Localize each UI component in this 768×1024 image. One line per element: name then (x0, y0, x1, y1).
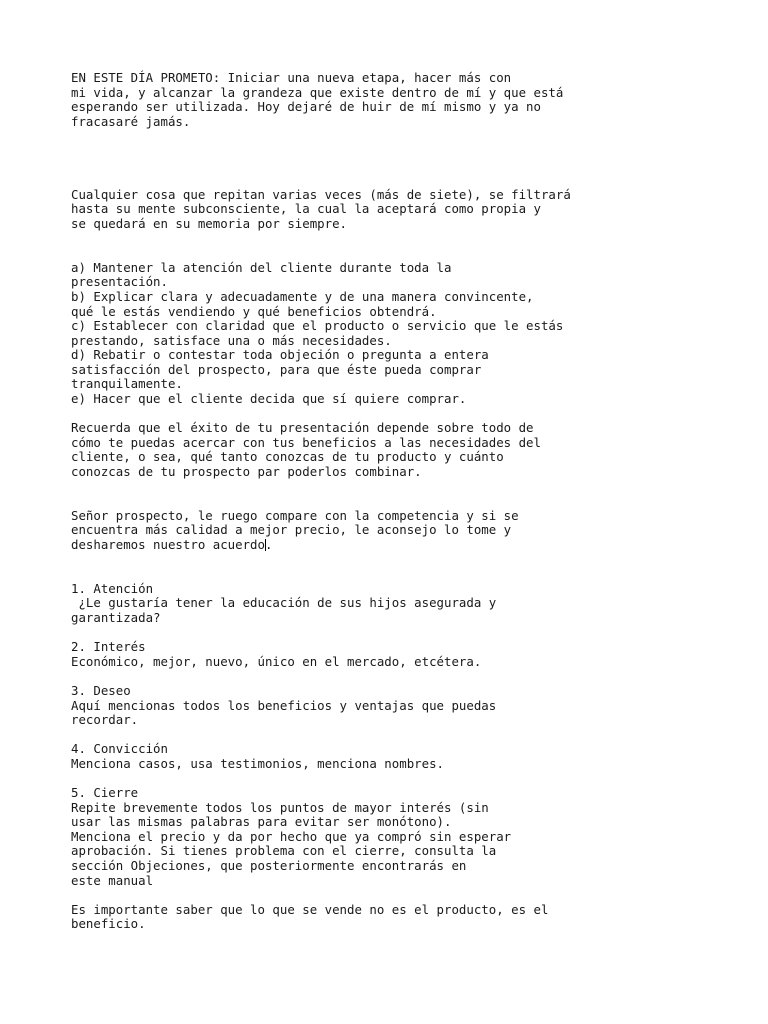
step-heading: 4. Convicción (71, 741, 168, 757)
text-line: sección Objeciones, que posteriormente encontrarás en (71, 858, 467, 874)
paragraph-repetition (71, 188, 711, 232)
list-item: c) Establecer con claridad que el producto o servicio que le estás (71, 318, 564, 334)
list-item: e) Hacer que el cliente decida que sí quiere comprar. (71, 391, 467, 407)
text-line: mi vida, y alcanzar la grandeza que existe dentro de mí y que está (71, 84, 564, 100)
text-line: aprobación. Si tienes problema con el cierre, consulta la (71, 843, 497, 859)
text-line: Señor prospecto, le ruego compare con la competencia y si se (71, 507, 519, 523)
text-line: recordar. (71, 712, 139, 728)
list-item: presentación. (71, 274, 168, 290)
text-line: conozcas de tu prospecto par poderlos combinar. (71, 464, 422, 480)
step-heading: 5. Cierre (71, 785, 139, 801)
step-heading: 2. Interés (71, 639, 146, 655)
text-line: cliente, o sea, qué tanto conozcas de tu producto y cuánto (71, 449, 504, 465)
list-item: b) Explicar clara y adecuadamente y de una manera convincente, (71, 288, 534, 304)
list-item: a) Mantener la atención del cliente durante toda la (71, 259, 452, 275)
text-line: fracasaré jamás. (71, 113, 191, 129)
text-line: encuentra más calidad a mejor precio, le aconsejo lo tome y (71, 522, 512, 538)
text-line: se quedará en su memoria por siempre. (71, 215, 348, 231)
text-span: desharemos nuestro acuerdo. (71, 537, 273, 552)
text-line: esperando ser utilizada. Hoy dejaré de huir de mí mismo y ya no (71, 99, 541, 115)
list-item: qué le estás vendiendo y qué beneficios obtendrá. (71, 303, 437, 319)
list-item: satisfacción del prospecto, para que éste pueda comprar (71, 361, 482, 377)
step-close (71, 786, 711, 888)
step-heading: 3. Deseo (71, 682, 131, 698)
paragraph-prospect (71, 509, 711, 553)
text-line: hasta su mente subconsciente, la cual la aceptará como propia y (71, 201, 541, 217)
step-interest (71, 640, 711, 669)
step-attention (71, 582, 711, 626)
text-line: ¿Le gustaría tener la educación de sus hijos asegurada y (71, 595, 497, 611)
list-item: d) Rebatir o contestar toda objeción o pregunta a entera (71, 347, 489, 363)
text-line: este manual (71, 872, 154, 888)
text-cursor-icon (265, 539, 266, 551)
step-conviction (71, 742, 711, 771)
list-item: tranquilamente. (71, 376, 183, 392)
step-desire (71, 684, 711, 728)
text-line: EN ESTE DÍA PROMETO: Iniciar una nueva etapa, hacer más con (71, 70, 512, 85)
paragraph-success (71, 421, 711, 479)
text-line: Económico, mejor, nuevo, único en el mercado, etcétera. (71, 653, 482, 669)
text-line: beneficio. (71, 916, 146, 932)
text-line: Aquí mencionas todos los beneficios y ventajas que puedas (71, 697, 497, 713)
text-line: Repite brevemente todos los puntos de mayor interés (sin (71, 799, 489, 815)
text-line: usar las mismas palabras para evitar ser monótono). (71, 814, 452, 830)
text-line: cómo te puedas acercar con tus beneficios a las necesidades del (71, 434, 541, 450)
text-line: Menciona el precio y da por hecho que ya compró sin esperar (71, 828, 512, 844)
text-line (71, 538, 711, 553)
text-line: Cualquier cosa que repitan varias veces (más de siete), se filtrará (71, 186, 571, 202)
text-line: Es importante saber que lo que se vende no es el producto, es el (71, 901, 549, 917)
list-item: prestando, satisface una o más necesidades. (71, 332, 392, 348)
paragraph-promise (71, 71, 711, 129)
text-line: Menciona casos, usa testimonios, menciona nombres. (71, 755, 444, 771)
text-line: Recuerda que el éxito de tu presentación depende sobre todo de (71, 420, 534, 436)
step-heading: 1. Atención (71, 580, 154, 596)
objectives-list (71, 261, 711, 407)
paragraph-closing (71, 903, 711, 932)
document-page (71, 71, 711, 932)
text-line: garantizada? (71, 609, 161, 625)
